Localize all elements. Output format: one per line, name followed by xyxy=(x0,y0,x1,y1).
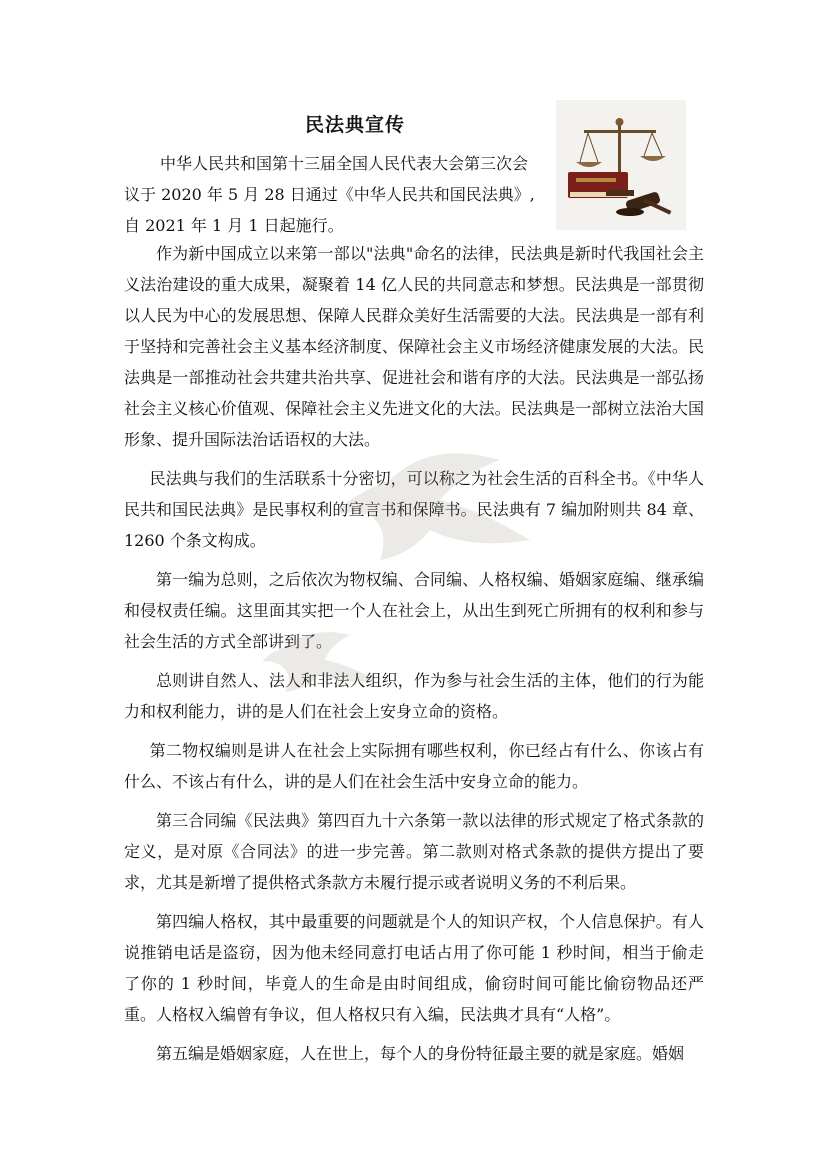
paragraph: 作为新中国成立以来第一部以"法典"命名的法律，民法典是新时代我国社会主义法治建设的重大成果，凝聚着 14 亿人民的共同意志和梦想。民法典是一部贯彻以人民为中心的发展思想、保障人民群众美好生活需要的大法。民法典是一部有利于坚持和完善社会主义基本经济制度、保障社会主义市场经济健康发展的大法。民法典是一部推动社会共建共治共享、促进社会和谐有序的大法。民法典是一部弘扬社会主义核心价值观、保障社会主义先进文化的大法。民法典是一部树立法治大国形象、提升国际法治话语权的大法。 xyxy=(124,244,704,449)
paragraph: 第一编为总则，之后依次为物权编、合同编、人格权编、婚姻家庭编、继承编和侵权责任编。这里面其实把一个人在社会上，从出生到死亡所拥有的权利和参与社会生活的方式全部讲到了。 xyxy=(124,570,704,651)
paragraph: 第五编是婚姻家庭，人在世上，每个人的身份特征最主要的就是家庭。婚姻 xyxy=(156,1044,685,1063)
intro-line: 自 2021 年 1 月 1 日起施行。 xyxy=(124,216,344,235)
paragraph: 第四编人格权，其中最重要的问题就是个人的知识产权，个人信息保护。有人说推销电话是盗窃，因为他未经同意打电话占用了你可能 1 秒时间，相当于偷走了你的 1 秒时间，毕竟人的生命是由时间组成，偷窃时间可能比偷窃物品还严重。人格权入编曾有争议，但人格权只有入编，民法典才具有“人格”。 xyxy=(124,912,704,1024)
justice-scales-illustration xyxy=(556,100,686,230)
document-body xyxy=(124,238,704,1077)
intro-line: 中华人民共和国第十三届全国人民代表大会第三次会 xyxy=(160,154,529,173)
paragraph: 民法典与我们的生活联系十分密切，可以称之为社会生活的百科全书。《中华人民共和国民法典》是民事权利的宣言书和保障书。民法典有 7 编加附则共 84 章、1260 个条文构成。 xyxy=(124,469,704,550)
intro-line: 议于 2020 年 5 月 28 日通过《中华人民共和国民法典》, xyxy=(124,185,535,204)
scales-gavel-book-icon xyxy=(556,100,686,230)
paragraph: 第三合同编《民法典》第四百九十六条第一款以法律的形式规定了格式条款的定义，是对原《合同法》的进一步完善。第二款则对格式条款的提供方提出了要求，尤其是新增了提供格式条款方未履行提示或者说明义务的不利后果。 xyxy=(124,811,704,892)
paragraph: 总则讲自然人、法人和非法人组织，作为参与社会生活的主体，他们的行为能力和权利能力，讲的是人们在社会上安身立命的资格。 xyxy=(124,671,704,721)
intro-block xyxy=(124,148,544,241)
document-title: 民法典宣传 xyxy=(305,114,406,136)
paragraph: 第二物权编则是讲人在社会上实际拥有哪些权利，你已经占有什么、你该占有什么、不该占有什么，讲的是人们在社会生活中安身立命的能力。 xyxy=(124,741,704,791)
